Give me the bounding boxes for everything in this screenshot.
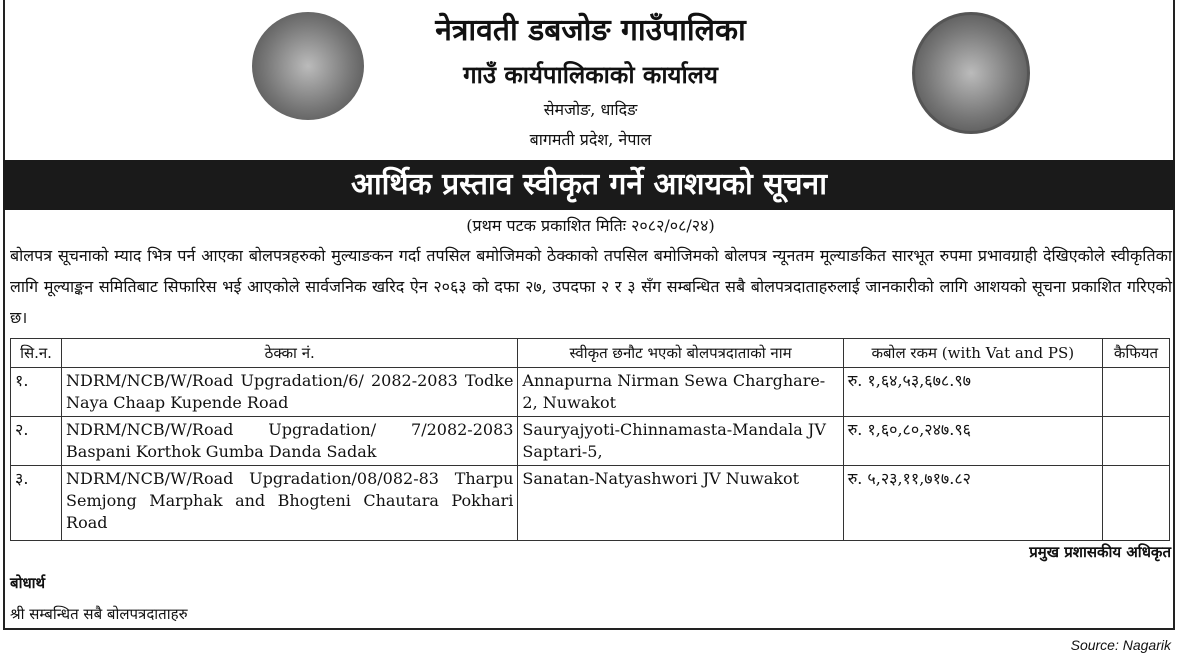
table-row [11,368,1170,417]
cell-bidder: Annapurna Nirman Sewa Charghare-2, Nuwakot [518,368,843,417]
cell-sn: ३. [11,466,62,541]
cell-amount: रु. १,६४,५३,६७८.९७ [843,368,1102,417]
notice-title: आर्थिक प्रस्ताव स्वीकृत गर्ने आशयको सूचना [3,160,1175,210]
cell-contract: NDRM/NCB/W/Road Upgradation/ 7/2082-2083 Baspani Korthok Gumba Danda Sadak [62,417,518,466]
header-bidder: स्वीकृत छनौट भएको बोलपत्रदाताको नाम [518,339,843,368]
table-row [11,417,1170,466]
cell-remarks [1102,466,1169,541]
cell-bidder: Sauryajyoti-Chinnamasta-Mandala JV Saptari-5, [518,417,843,466]
cell-bidder: Sanatan-Natyashwori JV Nuwakot [518,466,843,541]
cell-amount: रु. ५,२३,११,७१७.८२ [843,466,1102,541]
cell-sn: २. [11,417,62,466]
header-amount: कबोल रकम (with Vat and PS) [843,339,1102,368]
published-date: (प्रथम पटक प्रकाशित मितिः २०८२/०८/२४) [466,216,715,235]
cc-label: बोधार्थ [10,574,46,592]
contract-table [10,338,1170,541]
cell-contract: NDRM/NCB/W/Road Upgradation/08/082-83 Tharpu Semjong Marphak and Bhogteni Chautara Pokhari Road [62,466,518,541]
address-line1: सेमजोङ, धादिङ [543,100,638,119]
table-row [11,466,1170,541]
address-line2: बागमती प्रदेश, नेपाल [529,130,652,149]
header-contract: ठेक्का नं. [62,339,518,368]
signatory: प्रमुख प्रशासकीय अधिकृत [1029,543,1171,561]
cc-recipient: श्री सम्बन्धित सबै बोलपत्रदाताहरु [10,605,188,623]
office-name: गाउँ कार्यपालिकाको कार्यालय [463,60,718,89]
org-name: नेत्रावती डबजोङ गाउँपालिका [435,13,746,48]
header-remarks: कैफियत [1102,339,1169,368]
table-header-row [11,339,1170,368]
cell-sn: १. [11,368,62,417]
cell-amount: रु. १,६०,८०,२४७.९६ [843,417,1102,466]
header-sn: सि.न. [11,339,62,368]
notice-body: बोलपत्र सूचनाको म्याद भित्र पर्न आएका बोलपत्रहरुको मुल्याङकन गर्दा तपसिल बमोजिमको ठेक्काको तपसिल बमोजिमको बोलपत्र न्यूनतम मूल्याङकित सारभूत रुपमा प्रभावग्राही देखिएकोले स्वीकृतिका लागि मूल्याङ्कन समितिबाट सिफारिस भई आएकोले सार्वजनिक खरिद ऐन २०६३ को दफा २७, उपदफा २ र ३ सँग सम्बन्धित सबै बोलपत्रदाताहरुलाई जानकारीको लागि आशयको सूचना प्रकाशित गरिएको छ। [10,246,1172,327]
cell-remarks [1102,417,1169,466]
cell-contract: NDRM/NCB/W/Road Upgradation/6/ 2082-2083 Todke Naya Chaap Kupende Road [62,368,518,417]
source-credit: Source: Nagarik [1070,637,1171,653]
cell-remarks [1102,368,1169,417]
